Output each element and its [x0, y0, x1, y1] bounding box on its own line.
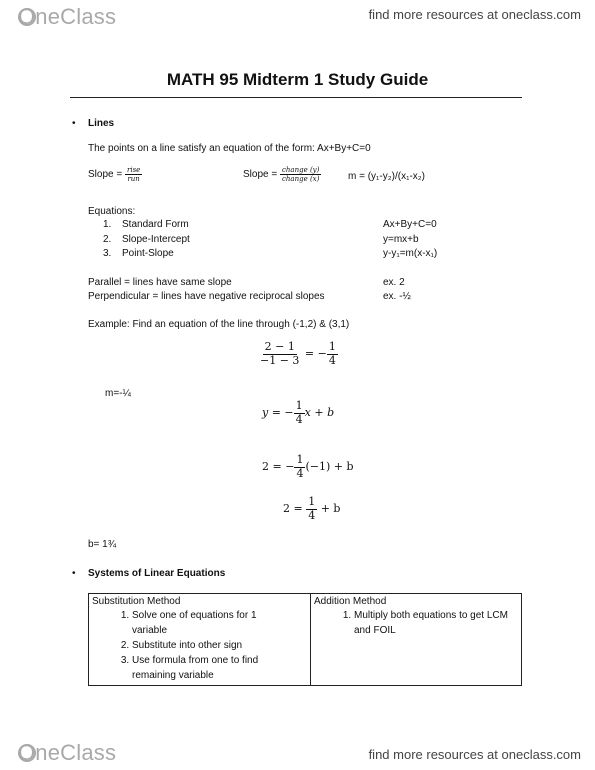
fraction-numerator: 1: [308, 495, 316, 508]
result-fraction: [327, 341, 338, 367]
equation-form: y-y₁=m(x-x₁): [383, 248, 438, 259]
equation-name: Standard Form: [122, 219, 189, 230]
equation-right: + b: [317, 502, 341, 516]
methods-table: [88, 593, 522, 686]
fraction-numerator: 1: [296, 453, 304, 466]
substitution-steps: [92, 608, 307, 683]
footer-link[interactable]: find more resources at oneclass.com: [368, 747, 581, 762]
equation-fraction: [294, 454, 305, 480]
fraction-denominator: change (x): [281, 175, 320, 184]
fraction-denominator: run: [127, 175, 140, 184]
simplified-equation: [283, 496, 340, 522]
slope-label: Slope =: [243, 169, 280, 181]
table-row: [89, 594, 522, 686]
section-heading-lines: Lines: [88, 118, 115, 129]
parallel-example: ex. 2: [383, 277, 405, 288]
list-item: 2. Substitute into other sign: [132, 638, 307, 653]
equation-number: 3.: [103, 248, 112, 259]
addition-steps: [314, 608, 518, 638]
logo-text: OneClass: [18, 4, 117, 29]
lines-intro: The points on a line satisfy an equation of the form: Ax+By+C=0: [88, 143, 371, 154]
example-prompt: Example: Find an equation of the line through (-1,2) & (3,1): [88, 319, 350, 330]
oneclass-footer-logo: [18, 740, 116, 766]
equation-left: 2 =: [283, 502, 307, 516]
fraction-numerator: change (y): [281, 166, 320, 174]
slope-rise-run: [88, 166, 142, 183]
slope-calculation: [258, 341, 338, 367]
parallel-rule: Parallel = lines have same slope: [88, 277, 232, 288]
fraction-numerator: 1: [295, 399, 303, 412]
fraction-denominator: 4: [295, 412, 303, 426]
perpendicular-example: ex. -½: [383, 291, 411, 302]
fraction-numerator: 1: [328, 340, 336, 353]
addition-title: Addition Method: [314, 596, 387, 607]
substitution-cell: [89, 594, 311, 686]
equation-name: Slope-Intercept: [122, 234, 190, 245]
list-item: 1. Multiply both equations to get LCM and FOIL: [354, 608, 514, 638]
title-underline: [70, 97, 522, 98]
equation-right: (−1) + b: [305, 460, 354, 474]
equation-right: x + b: [304, 406, 335, 420]
addition-cell: [311, 594, 522, 686]
fraction-denominator: 4: [308, 508, 316, 522]
oneclass-logo: [18, 4, 116, 30]
slope-fraction: [258, 341, 301, 367]
b-value: b= 1¾: [88, 539, 117, 550]
m-value: m=-¼: [105, 388, 131, 399]
header-link[interactable]: find more resources at oneclass.com: [368, 7, 581, 22]
page-title: MATH 95 Midterm 1 Study Guide: [166, 70, 429, 89]
bullet-icon: •: [72, 118, 76, 129]
fraction-numerator: 2 − 1: [264, 340, 295, 353]
slope-change-fraction: [243, 166, 321, 183]
equation-fraction: [306, 496, 317, 522]
fraction-numerator: rise: [126, 166, 141, 174]
equation-fraction: [294, 400, 305, 426]
perpendicular-rule: Perpendicular = lines have negative reciprocal slopes: [88, 291, 325, 302]
bullet-icon: •: [72, 568, 76, 579]
equation-form: y=mx+b: [383, 234, 419, 245]
section-heading-systems: Systems of Linear Equations: [88, 568, 226, 579]
change-fraction: [280, 166, 321, 183]
equation-left: y = −: [262, 406, 294, 420]
list-item: 3. Use formula from one to find remaining variable: [132, 653, 292, 683]
equation-number: 1.: [103, 219, 112, 230]
slope-label: Slope =: [88, 169, 125, 181]
fraction-denominator: −1 − 3: [260, 353, 300, 367]
substituted-equation: [262, 454, 354, 480]
slope-formula: m = (y₁-y₂)/(x₁-x₂): [348, 171, 425, 182]
logo-text: OneClass: [18, 740, 117, 765]
equation-number: 2.: [103, 234, 112, 245]
fraction-denominator: 4: [328, 353, 336, 367]
list-item: 1. Solve one of equations for 1 variable: [132, 608, 292, 638]
equation-name: Point-Slope: [122, 248, 174, 259]
rise-run-fraction: [125, 166, 142, 183]
equation-form: Ax+By+C=0: [383, 219, 437, 230]
fraction-denominator: 4: [296, 466, 304, 480]
substitution-title: Substitution Method: [92, 596, 181, 607]
slope-intercept-equation: [262, 400, 334, 426]
equals-sign: = −: [301, 347, 327, 361]
equation-left: 2 = −: [262, 460, 295, 474]
equations-label: Equations:: [88, 206, 136, 217]
